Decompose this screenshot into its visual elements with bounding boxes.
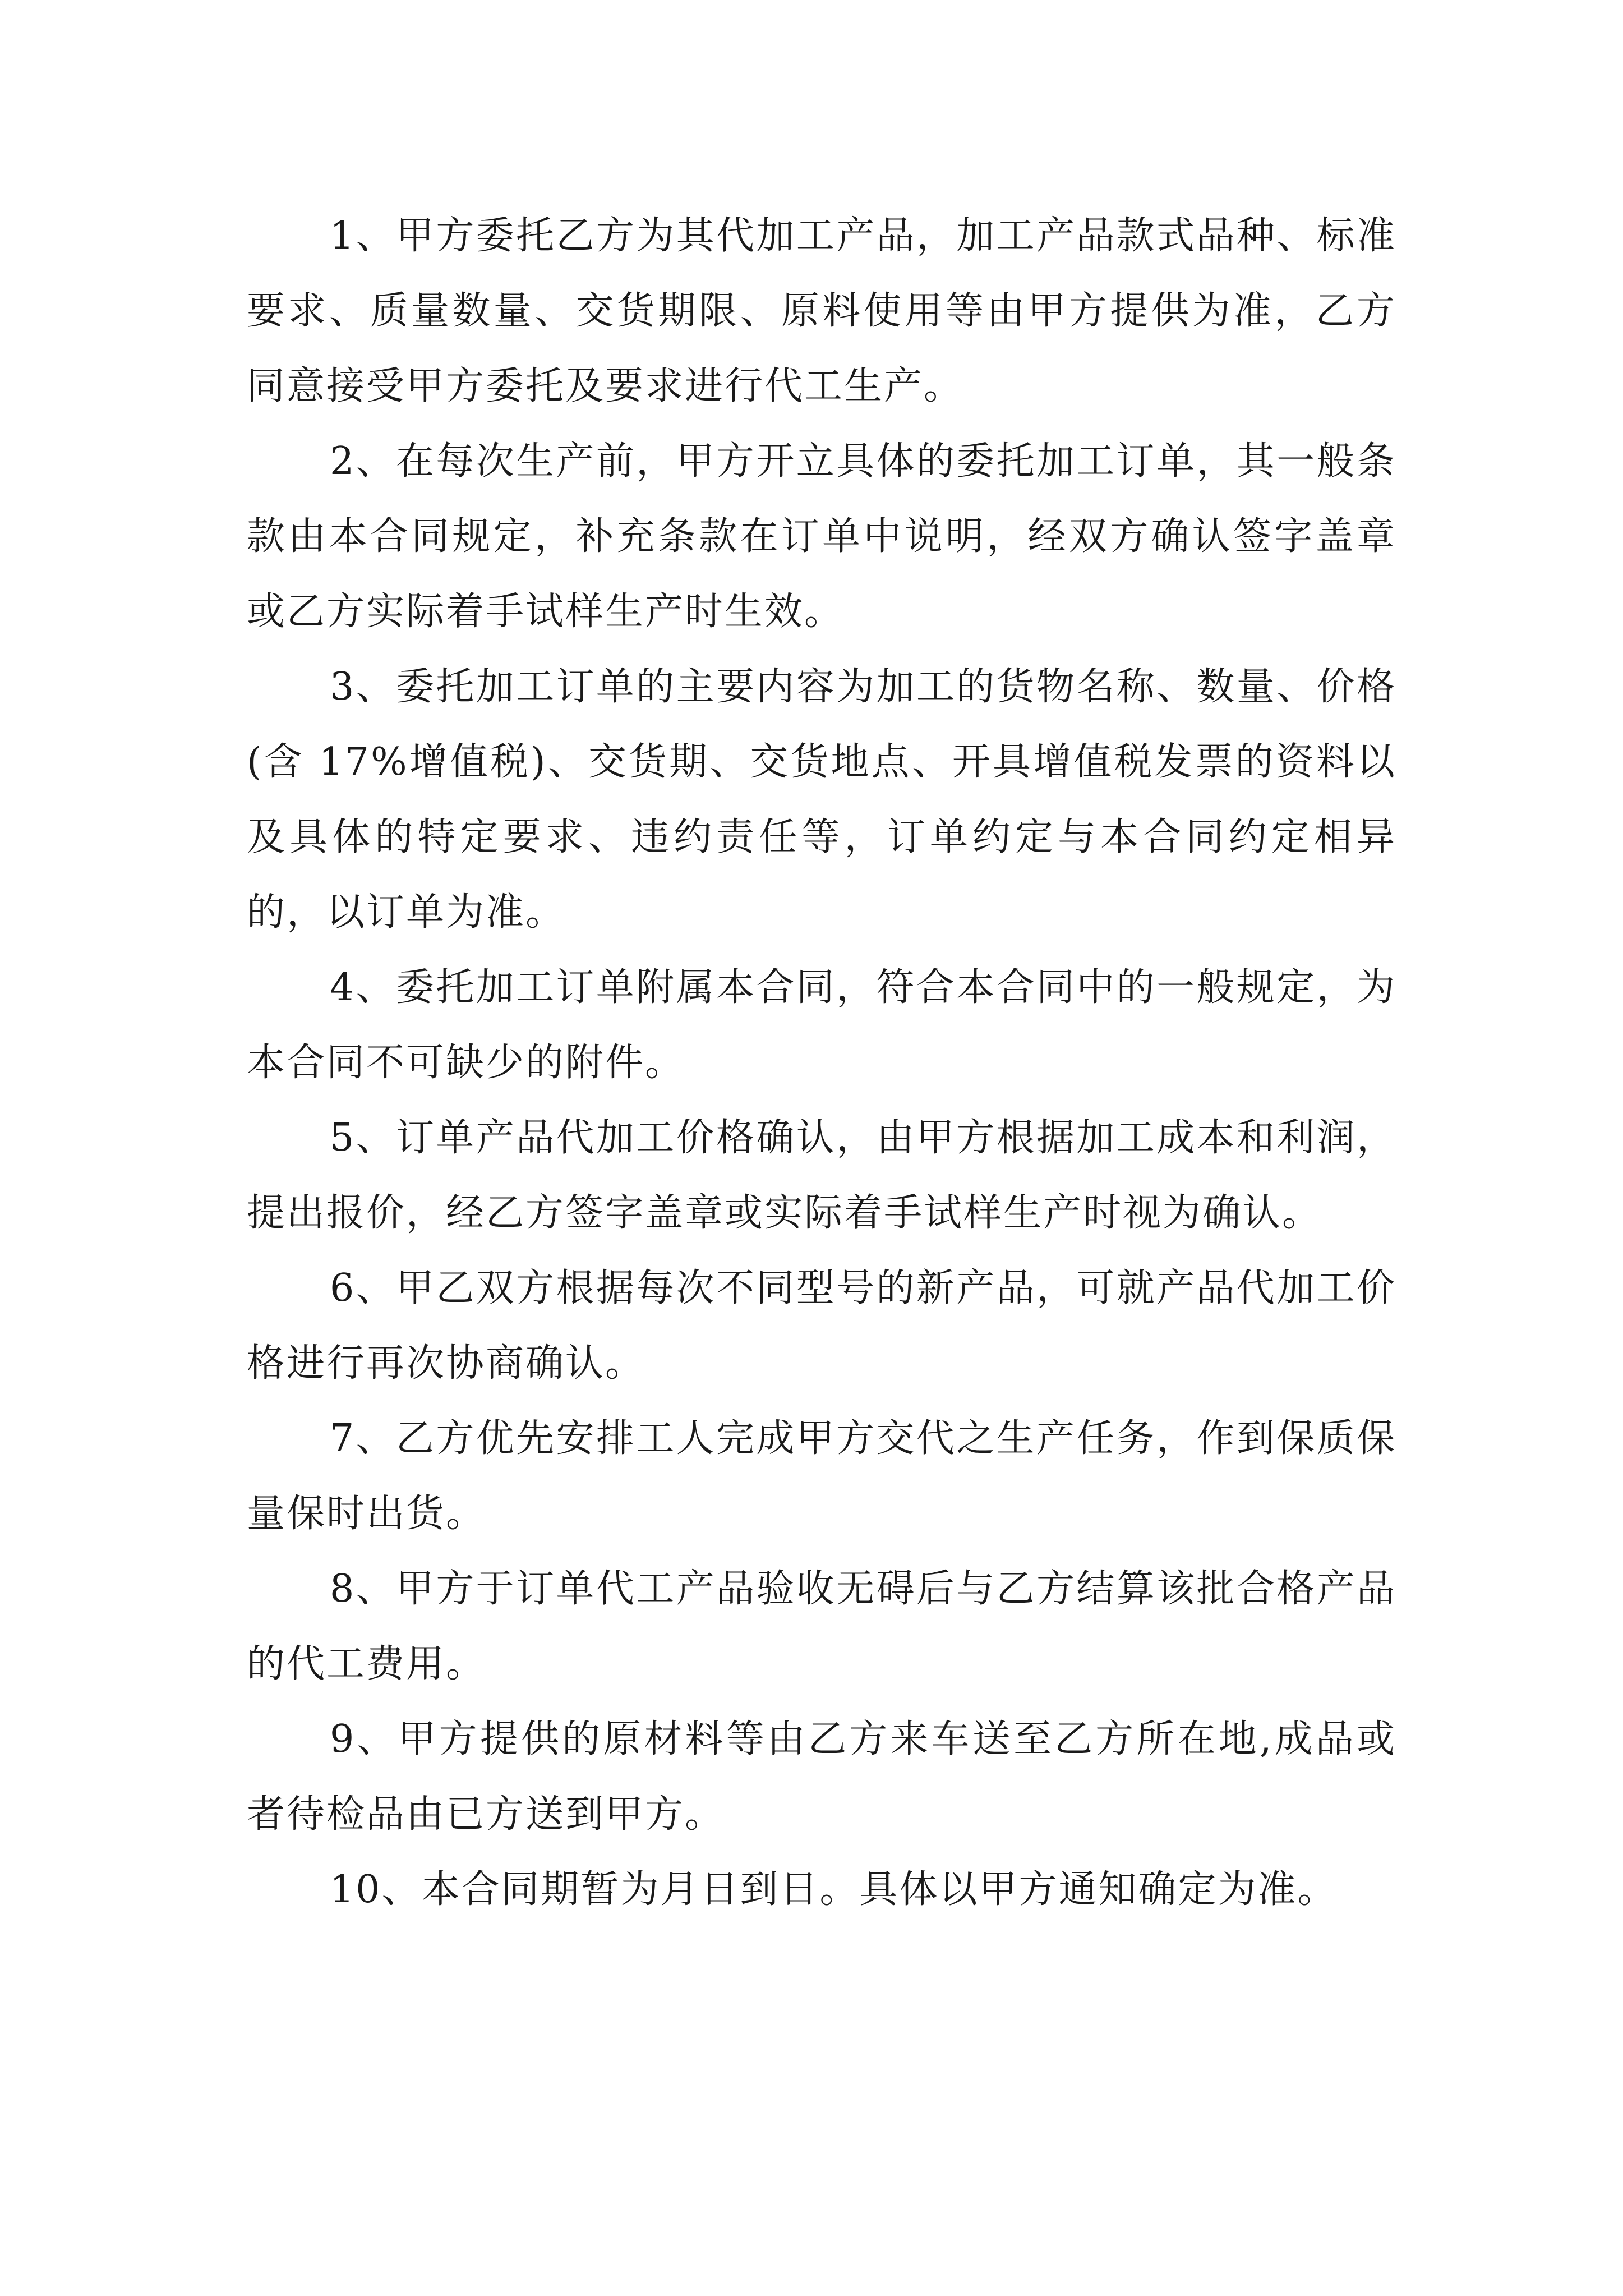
- clause-3: 3、委托加工订单的主要内容为加工的货物名称、数量、价格(含 17%增值税)、交货期、交货地点、开具增值税发票的资料以及具体的特定要求、违约责任等，订单约定与本合同约定相异的，以订单为准。: [247, 665, 1396, 935]
- clause-4: 4、委托加工订单附属本合同，符合本合同中的一般规定，为本合同不可缺少的附件。: [247, 965, 1396, 1085]
- clause-7: 7、乙方优先安排工人完成甲方交代之生产任务，作到保质保量保时出货。: [247, 1416, 1396, 1536]
- clause-8: 8、甲方于订单代工产品验收无碍后与乙方结算该批合格产品的代工费用。: [247, 1567, 1396, 1686]
- clause-6: 6、甲乙双方根据每次不同型号的新产品，可就产品代加工价格进行再次协商确认。: [247, 1266, 1396, 1386]
- contract-body: [247, 199, 1396, 1927]
- clause-9: 9、甲方提供的原材料等由乙方来车送至乙方所在地,成品或者待检品由已方送到甲方。: [247, 1717, 1396, 1837]
- clause-2: 2、在每次生产前，甲方开立具体的委托加工订单，其一般条款由本合同规定，补充条款在订单中说明，经双方确认签字盖章或乙方实际着手试样生产时生效。: [247, 439, 1396, 634]
- clause-5: 5、订单产品代加工价格确认，由甲方根据加工成本和利润，提出报价，经乙方签字盖章或实际着手试样生产时视为确认。: [247, 1116, 1396, 1235]
- clause-10: 10、本合同期暂为月日到日。具体以甲方通知确定为准。: [330, 1867, 1338, 1912]
- clause-1: 1、甲方委托乙方为其代加工产品，加工产品款式品种、标准要求、质量数量、交货期限、原料使用等由甲方提供为准，乙方同意接受甲方委托及要求进行代工生产。: [247, 214, 1396, 408]
